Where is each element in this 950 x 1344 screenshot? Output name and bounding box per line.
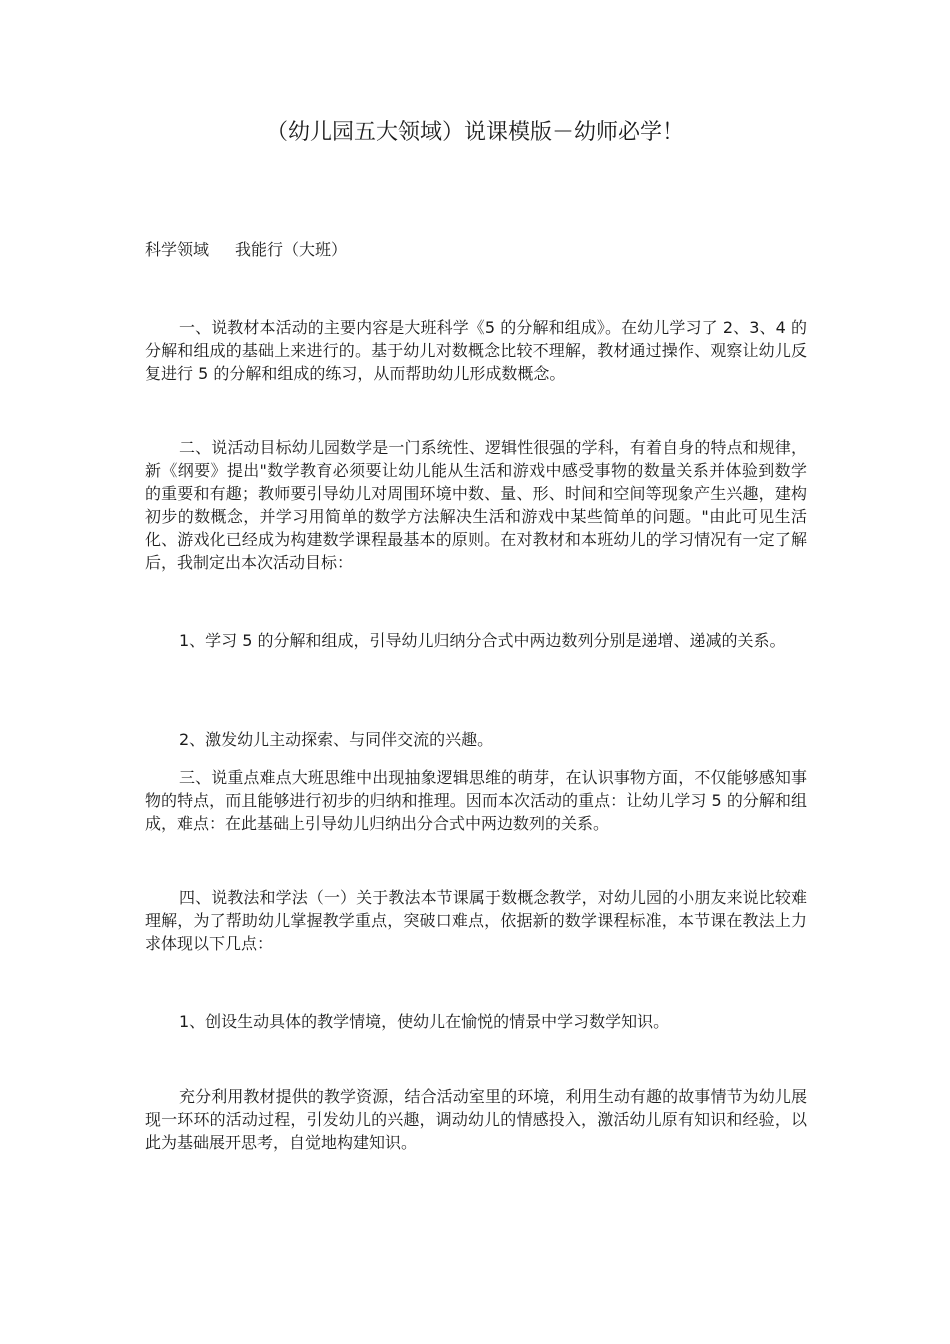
- paragraph-method-1-detail: 充分利用教材提供的教学资源，结合活动室里的环境，利用生动有趣的故事情节为幼儿展现一环环的活动过程，引发幼儿的兴趣，调动幼儿的情感投入，激活幼儿原有知识和经验，以此为基础展开思考，自觉地构建知识。: [145, 1087, 807, 1152]
- paragraph-goal-2: 2、激发幼儿主动探索、与同伴交流的兴趣。: [179, 730, 494, 749]
- subject-domain: 科学领域: [145, 240, 210, 259]
- subject-lesson: 我能行（大班）: [235, 240, 348, 259]
- paragraph-method-1: 1、创设生动具体的教学情境，使幼儿在愉悦的情景中学习数学知识。: [179, 1012, 670, 1031]
- paragraph-teaching-methods: 四、说教法和学法（一）关于教法本节课属于数概念教学，对幼儿园的小朋友来说比较难理解，为了帮助幼儿掌握教学重点，突破口难点，依据新的数学课程标准，本节课在教法上力求体现以下几点：: [145, 888, 807, 953]
- document-title: （幼儿园五大领域）说课模版－幼师必学！: [265, 120, 684, 145]
- paragraph-teaching-material: 一、说教材本活动的主要内容是大班科学《5 的分解和组成》。在幼儿学习了 2、3、4 的分解和组成的基础上来进行的。基于幼儿对数概念比较不理解，教材通过操作、观察让幼儿反复进行 5 的分解和组成的练习，从而帮助幼儿形成数概念。: [145, 318, 807, 383]
- subject-line: [145, 238, 347, 262]
- paragraph-key-points: 三、说重点难点大班思维中出现抽象逻辑思维的萌芽，在认识事物方面，不仅能够感知事物的特点，而且能够进行初步的归纳和推理。因而本次活动的重点：让幼儿学习 5 的分解和组成，难点：在此基础上引导幼儿归纳出分合式中两边数列的关系。: [145, 768, 807, 833]
- paragraph-goal-1: 1、学习 5 的分解和组成，引导幼儿归纳分合式中两边数列分别是递增、递减的关系。: [179, 631, 786, 650]
- paragraph-activity-goals: 二、说活动目标幼儿园数学是一门系统性、逻辑性很强的学科，有着自身的特点和规律，新《纲要》提出"数学教育必须要让幼儿能从生活和游戏中感受事物的数量关系并体验到数学的重要和有趣；教师要引导幼儿对周围环境中数、量、形、时间和空间等现象产生兴趣，建构初步的数概念，并学习用简单的数学方法解决生活和游戏中某些简单的问题。"由此可见生活化、游戏化已经成为构建数学课程最基本的原则。在对教材和本班幼儿的学习情况有一定了解后，我制定出本次活动目标：: [145, 438, 807, 572]
